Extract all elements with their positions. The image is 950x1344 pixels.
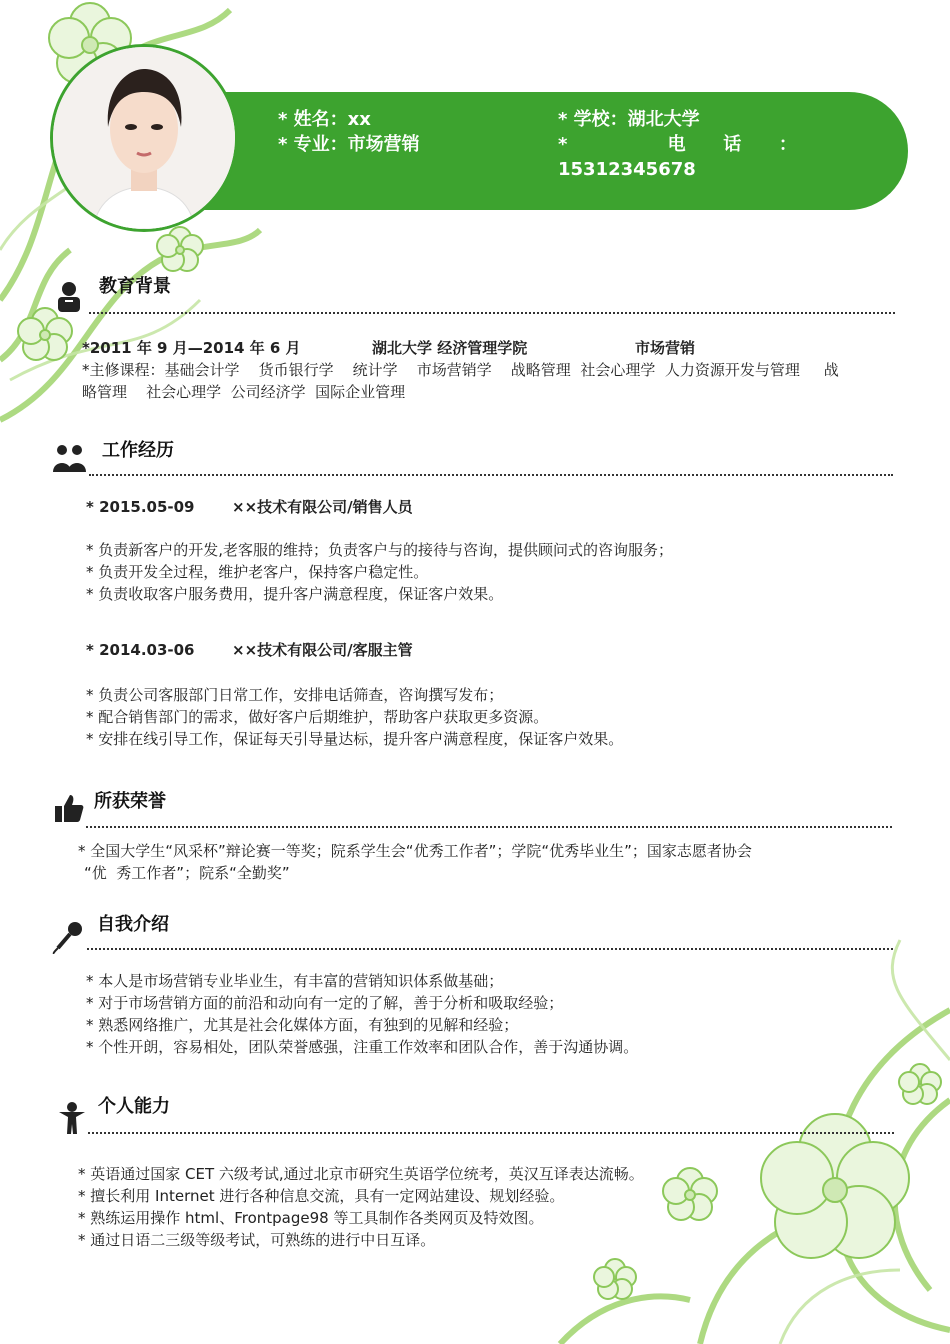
- courses-line-1: *主修课程：基础会计学 货币银行学 统计学 市场营销学 战略管理 社会心理学 人力资源开发与管理 战: [82, 361, 839, 379]
- education-school: 湖北大学 经济管理学院: [372, 339, 528, 357]
- divider: [86, 826, 892, 828]
- job-duty: * 负责公司客服部门日常工作，安排电话筛查，咨询撰写发布；: [86, 686, 504, 704]
- profile-photo: [53, 47, 235, 229]
- work-title: 工作经历: [102, 440, 174, 461]
- thumbs-up-icon: [54, 793, 84, 823]
- intro-line: * 本人是市场营销专业毕业生，有丰富的营销知识体系做基础；: [86, 972, 504, 990]
- job-duty: * 配合销售部门的需求，做好客户后期维护，帮助客户获取更多资源。: [86, 708, 549, 726]
- job-duty: * 安排在线引导工作，保证每天引导量达标，提升客户满意程度，保证客户效果。: [86, 730, 624, 748]
- job-duty: * 负责收取客户服务费用，提升客户满意程度，保证客户效果。: [86, 585, 504, 603]
- name-field: * 姓名：xx: [278, 109, 371, 130]
- education-title: 教育背景: [99, 276, 171, 297]
- education-period: *2011 年 9 月—2014 年 6 月: [82, 339, 301, 357]
- job-date: * 2014.03-06: [86, 641, 195, 659]
- honors-line-1: * 全国大学生“风采杯”辩论赛一等奖；院系学生会“优秀工作者”；学院“优秀毕业生”；国家志愿者协会: [78, 842, 752, 860]
- job-duty: * 负责开发全过程，维护老客户，保持客户稳定性。: [86, 563, 429, 581]
- skill-line: * 英语通过国家 CET 六级考试,通过北京市研究生英语学位统考，英汉互译表达流畅。: [78, 1165, 644, 1183]
- team-icon: [52, 442, 88, 472]
- honors-title: 所获荣誉: [94, 791, 166, 812]
- avatar: [50, 44, 238, 232]
- intro-line: * 个性开朗，容易相处，团队荣誉感强，注重工作效率和团队合作，善于沟通协调。: [86, 1038, 639, 1056]
- skill-line: * 擅长利用 Internet 进行各种信息交流，具有一定网站建设、规划经验。: [78, 1187, 565, 1205]
- divider: [88, 1132, 894, 1134]
- student-icon: [56, 280, 82, 312]
- school-field: * 学校：湖北大学: [558, 109, 700, 130]
- education-major: 市场营销: [635, 339, 696, 357]
- skills-title: 个人能力: [98, 1096, 170, 1117]
- divider: [87, 948, 893, 950]
- divider: [89, 312, 895, 314]
- person-icon: [58, 1102, 86, 1134]
- job-company: ××技术有限公司/客服主管: [232, 641, 413, 659]
- intro-line: * 熟悉网络推广，尤其是社会化媒体方面，有独到的见解和经验；: [86, 1016, 519, 1034]
- major-field: * 专业：市场营销: [278, 134, 420, 155]
- job-date: * 2015.05-09: [86, 498, 195, 516]
- honors-line-2: “优 秀工作者”；院系“全勤奖”: [84, 864, 290, 882]
- microphone-icon: [52, 920, 84, 954]
- job-company: ××技术有限公司/销售人员: [232, 498, 413, 516]
- intro-title: 自我介绍: [97, 914, 169, 935]
- job-duty: * 负责新客户的开发,老客服的维持；负责客户与的接待与咨询，提供顾问式的咨询服务；: [86, 541, 674, 559]
- phone-value: 15312345678: [558, 159, 696, 180]
- skill-line: * 熟练运用操作 html、Frontpage98 等工具制作各类网页及特效图。: [78, 1209, 544, 1227]
- phone-label: * 电 话 ：: [558, 134, 797, 155]
- intro-line: * 对于市场营销方面的前沿和动向有一定的了解，善于分析和吸取经验；: [86, 994, 564, 1012]
- skill-line: * 通过日语二三级等级考试，可熟练的进行中日互译。: [78, 1231, 436, 1249]
- divider: [89, 474, 893, 476]
- courses-line-2: 略管理 社会心理学 公司经济学 国际企业管理: [82, 383, 406, 401]
